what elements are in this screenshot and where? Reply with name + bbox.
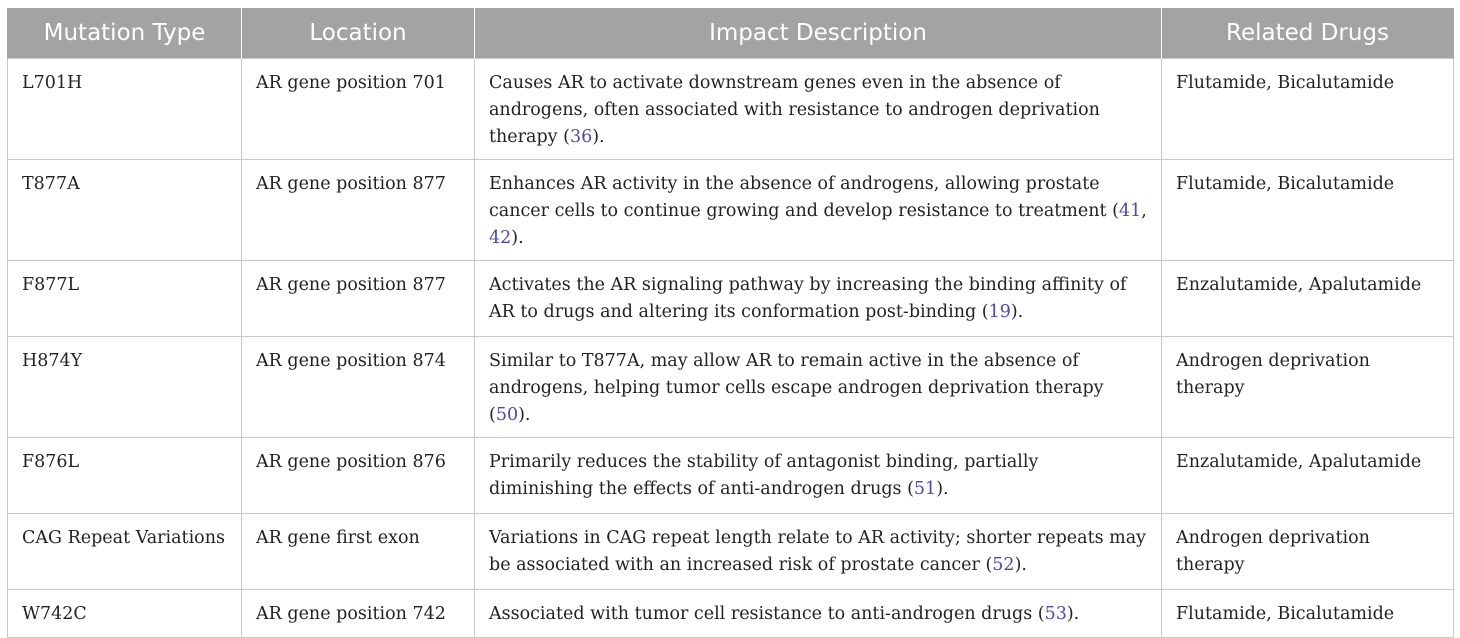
table-row (8, 437, 1454, 513)
cell-location: AR gene position 877 (242, 159, 475, 260)
impact-text: Primarily reduces the stability of antagonist binding, partially diminishing the effects of anti-androgen drugs ( (489, 451, 1039, 499)
reference-link[interactable]: 36 (569, 126, 593, 147)
impact-text: Similar to T877A, may allow AR to remain active in the absence of androgens, helping tumor cells escape androgen deprivation therapy ( (489, 350, 1104, 425)
impact-text: Causes AR to activate downstream genes even in the absence of androgens, often associated with resistance to androgen deprivation therapy ( (489, 72, 1100, 147)
header-related-drugs: Related Drugs (1162, 8, 1454, 58)
impact-text-end: ). (511, 227, 524, 248)
reference-link[interactable]: 52 (992, 554, 1015, 575)
cell-location: AR gene position 874 (242, 336, 475, 437)
cell-mutation-type: F877L (8, 260, 242, 336)
reference-link[interactable]: 42 (489, 227, 512, 248)
cell-mutation-type: CAG Repeat Variations (8, 513, 242, 589)
cell-related-drugs: Flutamide, Bicalutamide (1162, 589, 1454, 637)
header-location: Location (242, 8, 475, 58)
cell-impact-description (475, 437, 1162, 513)
cell-location: AR gene position 742 (242, 589, 475, 637)
cell-mutation-type: F876L (8, 437, 242, 513)
cell-mutation-type: W742C (8, 589, 242, 637)
cell-impact-description (475, 589, 1162, 637)
table-row (8, 513, 1454, 589)
cell-related-drugs: Flutamide, Bicalutamide (1162, 58, 1454, 159)
impact-text-end: ). (1066, 603, 1080, 624)
impact-text-end: ). (1010, 301, 1024, 322)
cell-mutation-type: T877A (8, 159, 242, 260)
cell-impact-description (475, 336, 1162, 437)
impact-text: Associated with tumor cell resistance to anti-androgen drugs ( (489, 603, 1045, 624)
cell-location: AR gene first exon (242, 513, 475, 589)
impact-text-end: ). (592, 126, 605, 147)
impact-text-end: ). (1014, 554, 1027, 575)
cell-related-drugs: Androgen deprivation therapy (1162, 513, 1454, 589)
header-mutation-type: Mutation Type (8, 8, 242, 58)
cell-related-drugs: Enzalutamide, Apalutamide (1162, 260, 1454, 336)
cell-mutation-type: H874Y (8, 336, 242, 437)
impact-text: Variations in CAG repeat length relate to AR activity; shorter repeats may be associated with an increased risk of prostate cancer ( (489, 527, 1147, 575)
reference-link[interactable]: 50 (495, 404, 519, 425)
cell-impact-description (475, 58, 1162, 159)
cell-location: AR gene position 701 (242, 58, 475, 159)
impact-text-end: ). (518, 404, 531, 425)
mutation-table (7, 8, 1454, 638)
impact-text: Enhances AR activity in the absence of androgens, allowing prostate cancer cells to continue growing and develop resistance to treatment ( (489, 173, 1119, 221)
table-row (8, 336, 1454, 437)
cell-impact-description: Enhances AR activity in the absence of androgens, allowing prostate cancer cells to continue growing and develop resistance to treatment (41, 42). (475, 159, 1162, 260)
impact-text-end: ). (936, 478, 949, 499)
table-row (8, 589, 1454, 637)
cell-related-drugs: Enzalutamide, Apalutamide (1162, 437, 1454, 513)
cell-mutation-type: L701H (8, 58, 242, 159)
table-header-row (8, 8, 1454, 58)
cell-location: AR gene position 877 (242, 260, 475, 336)
cell-related-drugs: Flutamide, Bicalutamide (1162, 159, 1454, 260)
table-row (8, 159, 1454, 260)
header-impact-description: Impact Description (475, 8, 1162, 58)
reference-link[interactable]: 53 (1044, 603, 1067, 624)
impact-text: Activates the AR signaling pathway by increasing the binding affinity of AR to drugs and altering its conformation post-binding ( (489, 274, 1127, 322)
table-row (8, 58, 1454, 159)
cell-impact-description (475, 513, 1162, 589)
reference-link[interactable]: 51 (913, 478, 937, 499)
table-row (8, 260, 1454, 336)
reference-link[interactable]: 41 (1118, 200, 1142, 221)
cell-related-drugs: Androgen deprivation therapy (1162, 336, 1454, 437)
cell-impact-description (475, 260, 1162, 336)
reference-link[interactable]: 19 (988, 301, 1011, 322)
cell-location: AR gene position 876 (242, 437, 475, 513)
